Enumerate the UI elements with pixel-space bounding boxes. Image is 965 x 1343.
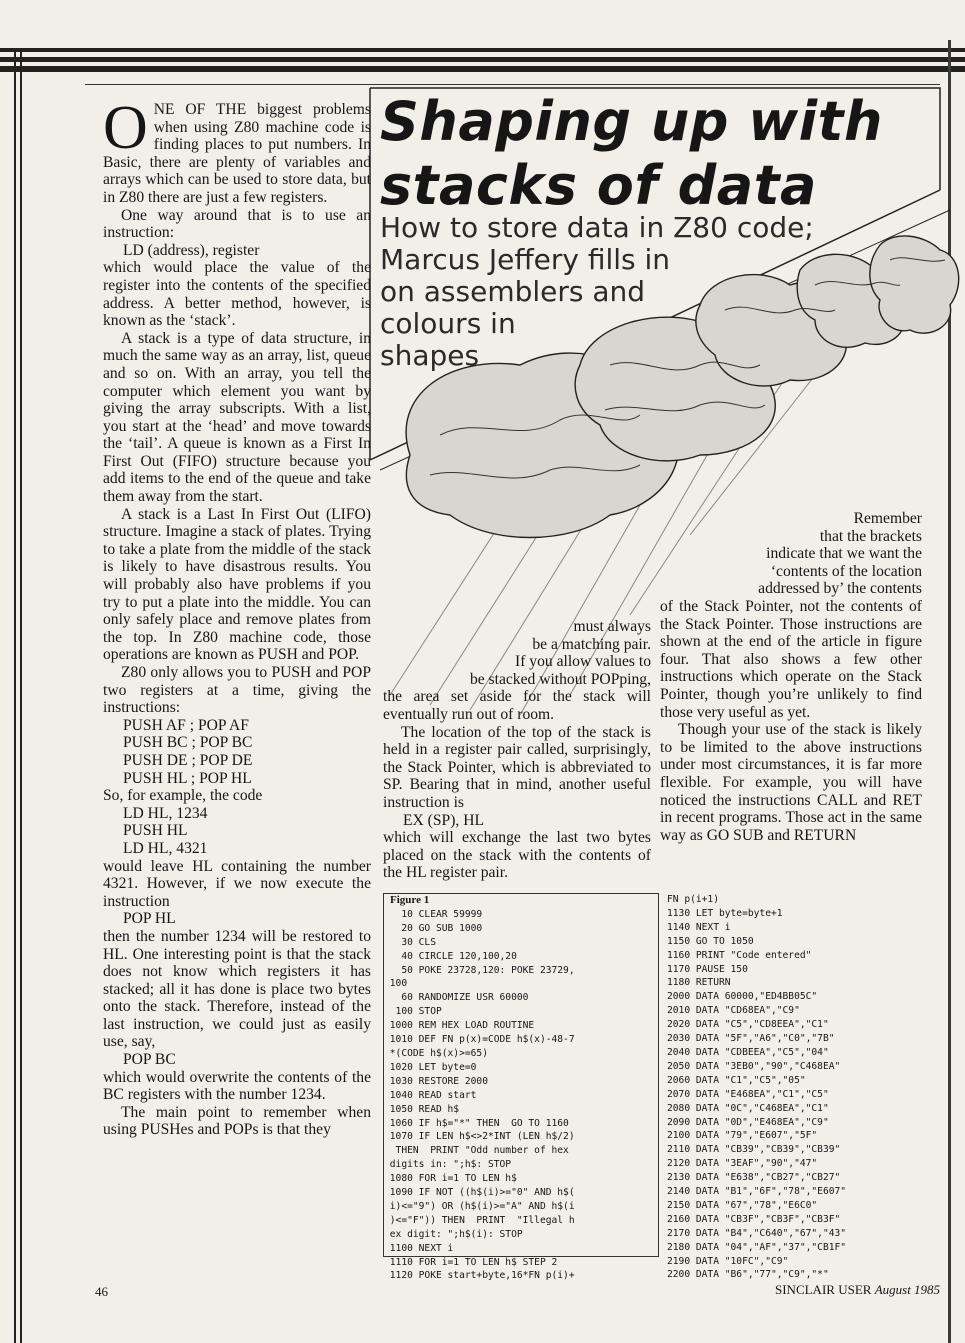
title-line-2: stacks of data xyxy=(380,154,817,217)
paragraph: The location of the top of the stack is held in a register pair called, surprisingly, the Stack Pointer, which is abbreviated to SP. Bearing that in mind, another useful instruction is xyxy=(383,723,651,811)
text-line: that the brackets xyxy=(819,527,922,545)
standfirst-line: colours in xyxy=(380,307,516,340)
code-line: EX (SP), HL xyxy=(403,811,484,829)
paragraph: which would place the value of the register into the contents of the specified address. A better method, however, is known as the ‘stack’. xyxy=(103,259,371,330)
figure-title: Figure 1 xyxy=(390,894,430,906)
paragraph: The main point to remember when using PUSHes and POPs is that they xyxy=(103,1103,371,1139)
paragraph: then the number 1234 will be restored to HL. One interesting point is that the stack does not know which registers it has stacked; all it has done is place two bytes onto the stack. Therefore, instead of the last instruction, we could just as easily use, say, xyxy=(103,927,371,1051)
code-line: PUSH HL ; POP HL xyxy=(123,769,252,787)
standfirst-line: How to store data in Z80 code; xyxy=(380,211,814,244)
basic-listing: 10 CLEAR 59999 20 GO SUB 1000 30 CLS 40 CIRCLE 120,100,20 50 POKE 23728,120: POKE 23729, 100 60 RANDOMIZE USR 60000 100 STOP 1000 REM HEX LOAD ROUTINE 1010 DEF FN p(x)=CODE h$(x)-48-7 *(CODE h$(x)>=65) 1020 LET byte=0 1030 RESTORE 2000 1040 READ start 1050 READ h$ 1060 IF h$="*" THEN GO TO 1160 1070 IF LEN h$<>2*INT (LEN h$/2) THEN PRINT "Odd number of hex digits in: ";h$: STOP 1080 FOR i=1 TO LEN h$ 1090 IF NOT ((h$(i)>="0" AND h$( i)<="9") OR (h$(i)>="A" AND h$(i )<="F")) THEN PRINT "Illegal h ex digit: ";h$(i): STOP 1100 NEXT i 1110 FOR i=1 TO LEN h$ STEP 2 1120 POKE start+byte,16*FN p(i)+ xyxy=(389,908,575,1282)
title-line-1: Shaping up with xyxy=(380,90,883,153)
issue-date: August 1985 xyxy=(874,1282,941,1297)
body-column-1 xyxy=(103,94,371,1139)
code-line: PUSH AF ; POP AF xyxy=(123,716,249,734)
text-line: If you allow values to xyxy=(515,653,651,671)
paragraph: the area set aside for the stack will eventually run out of room. xyxy=(383,688,651,723)
paragraph: A stack is a Last In First Out (LIFO) structure. Imagine a stack of plates. Trying to take a plate from the middle of the stack is likely to have disastrous results. You will probably also have problems if you try to put a plate into the middle. You can only safely place and remove plates from the top. In Z80 machine code, those operations are known as PUSH and POP. xyxy=(103,505,371,664)
paragraph: So, for example, the code xyxy=(103,787,263,805)
text-line: be stacked without POPping, xyxy=(469,670,651,688)
body-column-2 xyxy=(383,618,651,882)
paragraph: One way around that is to use an instruction: xyxy=(103,206,371,242)
code-line: PUSH HL xyxy=(123,822,188,840)
body-column-3 xyxy=(660,510,922,844)
code-line: PUSH BC ; POP BC xyxy=(123,734,253,752)
text-line: be a matching pair. xyxy=(532,635,651,653)
code-line: POP BC xyxy=(123,1051,176,1069)
figure-1-listing-continued: FN p(i+1) 1130 LET byte=byte+1 1140 NEXT i 1150 GO TO 1050 1160 PRINT "Code entered" 1170 PAUSE 150 1180 RETURN 2000 DATA 60000,"ED4BB05C" 2010 DATA "CD68EA","C9" 2020 DATA "C5","CD8EEA","C1" 2030 DATA "5F","A6","C0","7B" 2040 DATA "CDBEEA","C5","04" 2050 DATA "3EB0","90","C468EA" 2060 DATA "C1","C5","05" 2070 DATA "E468EA","C1","C5" 2080 DATA "0C","C468EA","C1" 2090 DATA "0D","E468EA","C9" 2100 DATA "79","E607","5F" 2110 DATA "CB39","CB39","CB39" 2120 DATA "3EAF","90","47" 2130 DATA "E638","CB27","CB27" 2140 DATA "B1","6F","78","E607" 2150 DATA "67","78","E6C0" 2160 DATA "CB3F","CB3F","CB3F" 2170 DATA "B4","C640","67","43" 2180 DATA "04","AF","37","CB1F" 2190 DATA "10FC","C9" 2200 DATA "B6","77","C9","*" xyxy=(667,894,847,1281)
paragraph: which would overwrite the contents of the BC registers with the number 1234. xyxy=(103,1068,371,1104)
code-line: LD HL, 1234 xyxy=(123,804,208,822)
text-line: must always xyxy=(573,618,651,635)
code-line: PUSH DE ; POP DE xyxy=(123,751,253,769)
paragraph: would leave HL containing the number 4321. However, if we now execute the instruction xyxy=(103,857,371,910)
text-line: ‘contents of the location xyxy=(770,562,922,580)
text-line: addressed by’ the contents xyxy=(758,580,922,598)
standfirst-line: on assemblers and xyxy=(380,275,646,308)
magazine-footer xyxy=(775,1282,940,1298)
text-line: indicate that we want the xyxy=(766,545,922,563)
code-line: LD HL, 4321 xyxy=(123,839,208,857)
paragraph: which will exchange the last two bytes placed on the stack with the contents of the HL register pair. xyxy=(383,829,651,882)
code-line: LD (address), register xyxy=(123,241,260,259)
paragraph: ONE OF THE biggest problems when using Z80 machine code is finding places to put numbers. In Basic, there are plenty of variables and arrays which can be used to store data, but in Z80 there are just a few registers. xyxy=(103,94,371,206)
standfirst xyxy=(380,212,900,372)
drop-cap: O xyxy=(103,94,148,162)
standfirst-line: Marcus Jeffery fills in xyxy=(380,243,671,276)
paragraph: Though your use of the stack is likely to be limited to the above instructions under most circumstances, it is far more flexible. For example, you will have noticed the instructions CALL and RET in recent programs. Those act in the same way as GO SUB and RETURN xyxy=(660,721,922,844)
paragraph: of the Stack Pointer, not the contents of the Stack Pointer. Those instructions are shown at the end of the article in figure four. That also shows a few other instructions which operate on the Stack Pointer, though you’re unlikely to find those very useful as yet. xyxy=(660,597,922,721)
standfirst-line: shapes xyxy=(380,339,480,372)
paragraph: Z80 only allows you to PUSH and POP two registers at a time, giving the instructions: xyxy=(103,664,371,717)
text-line: Remember xyxy=(853,510,922,527)
paragraph: A stack is a type of data structure, in much the same way as an array, list, queue and so on. With an array, you tell the computer which element you want by giving the array subscripts. With a list, you start at the ‘head’ and move towards the ‘tail’. A queue is known as a First In First Out (FIFO) structure because you add items to the end of the queue and take them away from the start. xyxy=(103,329,371,506)
magazine-name: SINCLAIR USER xyxy=(775,1282,872,1297)
code-line: POP HL xyxy=(123,910,176,928)
figure-1-listing xyxy=(383,893,659,1282)
page-number: 46 xyxy=(95,1284,108,1299)
article-title xyxy=(380,90,920,218)
